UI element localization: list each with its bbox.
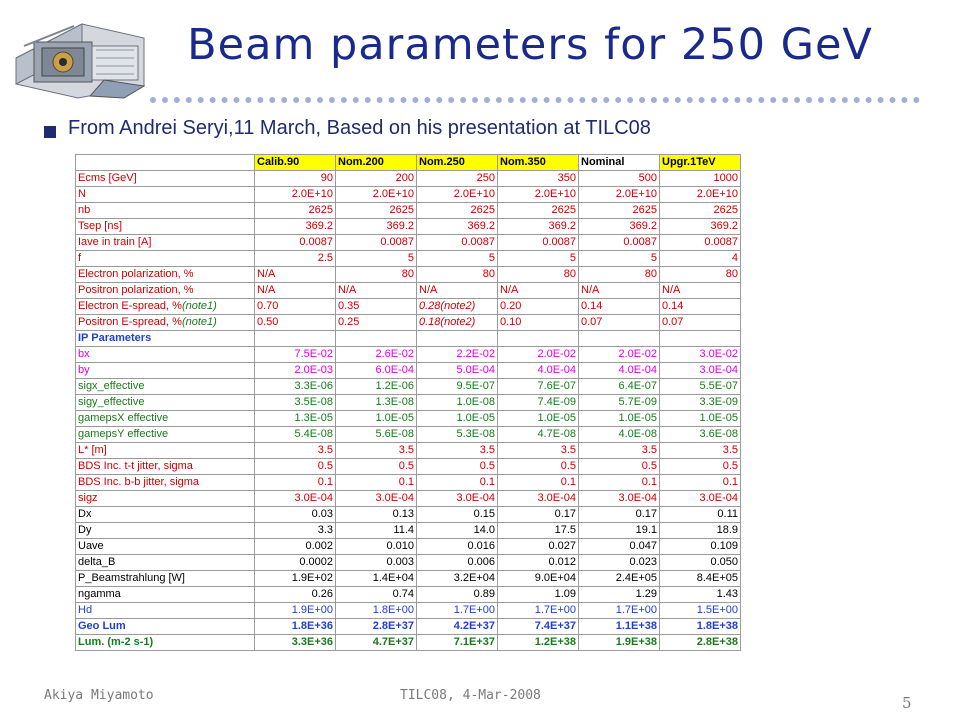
table-cell: 5.0E-04 <box>417 363 498 379</box>
row-label-text: Tsep [ns] <box>78 220 123 232</box>
table-cell: 1.1E+38 <box>579 619 660 635</box>
table-cell: 1.0E-05 <box>417 411 498 427</box>
table-cell: 3.3E-06 <box>255 379 336 395</box>
table-cell <box>417 331 498 347</box>
table-cell: 0.5 <box>336 459 417 475</box>
table-cell: 3.5 <box>579 443 660 459</box>
table-cell: 3.2E+04 <box>417 571 498 587</box>
table-cell: 0.1 <box>660 475 741 491</box>
table-cell: 0.11 <box>660 507 741 523</box>
table-cell: 3.3E-09 <box>660 395 741 411</box>
table-cell: 7.6E-07 <box>498 379 579 395</box>
table-cell: 2625 <box>498 203 579 219</box>
row-label-text: Positron polarization, % <box>78 284 194 296</box>
table-cell: 2.2E-02 <box>417 347 498 363</box>
table-cell: 0.0087 <box>660 235 741 251</box>
table-cell: 0.17 <box>579 507 660 523</box>
table-cell: 3.5 <box>417 443 498 459</box>
table-cell: 1.8E+38 <box>660 619 741 635</box>
table-cell: 9.5E-07 <box>417 379 498 395</box>
table-cell: 7.4E+37 <box>498 619 579 635</box>
table-cell: 1.8E+36 <box>255 619 336 635</box>
table-cell: 4.0E-08 <box>579 427 660 443</box>
table-cell: 0.74 <box>336 587 417 603</box>
table-row <box>76 411 741 427</box>
table-cell: 369.2 <box>579 219 660 235</box>
table-cell: 80 <box>336 267 417 283</box>
title-divider <box>150 97 920 103</box>
row-label <box>76 411 255 427</box>
row-note: (note1) <box>181 300 217 312</box>
table-cell: 0.0087 <box>336 235 417 251</box>
table-cell: 0.28(note2) <box>417 299 498 315</box>
table-cell: 250 <box>417 171 498 187</box>
table-cell: 1.0E-05 <box>336 411 417 427</box>
table-row <box>76 347 741 363</box>
table-cell: 2625 <box>336 203 417 219</box>
table-cell: 5.4E-08 <box>255 427 336 443</box>
row-label-text: Geo Lum <box>78 620 126 632</box>
table-cell: 0.15 <box>417 507 498 523</box>
row-label <box>76 171 255 187</box>
table-cell: 8.4E+05 <box>660 571 741 587</box>
table-cell: 0.027 <box>498 539 579 555</box>
table-cell: 0.1 <box>498 475 579 491</box>
table-cell: 0.0087 <box>255 235 336 251</box>
row-label <box>76 427 255 443</box>
table-cell: 3.3 <box>255 523 336 539</box>
footer-author: Akiya Miyamoto <box>44 688 154 703</box>
table-cell: 1.9E+02 <box>255 571 336 587</box>
table-cell <box>255 331 336 347</box>
table-cell: 5.7E-09 <box>579 395 660 411</box>
table-row <box>76 363 741 379</box>
table-cell: 1.3E-05 <box>255 411 336 427</box>
table-cell: 1.29 <box>579 587 660 603</box>
page-number: 5 <box>902 694 912 712</box>
row-label-text: Dx <box>78 508 92 520</box>
table-cell: 2.8E+37 <box>336 619 417 635</box>
table-cell <box>498 331 579 347</box>
table-cell: 2625 <box>660 203 741 219</box>
column-header: Nominal <box>579 155 660 171</box>
table-cell: 18.9 <box>660 523 741 539</box>
table-cell: 5 <box>498 251 579 267</box>
table-cell: 369.2 <box>498 219 579 235</box>
table-cell: 1.7E+00 <box>498 603 579 619</box>
table-row <box>76 427 741 443</box>
row-label <box>76 203 255 219</box>
table-cell: 2.0E+10 <box>579 187 660 203</box>
row-label-text: gamepsX effective <box>78 412 169 424</box>
row-label-text: sigx_effective <box>78 380 145 392</box>
table-cell: N/A <box>660 283 741 299</box>
table-cell: 3.0E-04 <box>660 363 741 379</box>
table-cell: 0.89 <box>417 587 498 603</box>
table-cell: 2.0E-02 <box>498 347 579 363</box>
row-label <box>76 315 255 331</box>
table-cell: 0.0002 <box>255 555 336 571</box>
table-row <box>76 507 741 523</box>
section-header-row <box>76 331 741 347</box>
row-label <box>76 491 255 507</box>
table-cell: 2.4E+05 <box>579 571 660 587</box>
table-row <box>76 443 741 459</box>
table-cell: N/A <box>579 283 660 299</box>
table-cell: 0.1 <box>579 475 660 491</box>
row-label-text: BDS Inc. b-b jitter, sigma <box>78 476 200 488</box>
row-label-text: gamepsY effective <box>78 428 169 440</box>
row-label <box>76 443 255 459</box>
table-cell: 3.0E-04 <box>255 491 336 507</box>
table-cell: 0.050 <box>660 555 741 571</box>
row-label <box>76 635 255 651</box>
table-cell: 0.1 <box>255 475 336 491</box>
column-header: Upgr.1TeV <box>660 155 741 171</box>
table-cell: 2625 <box>579 203 660 219</box>
table-cell: 2.5 <box>255 251 336 267</box>
table-cell: 369.2 <box>255 219 336 235</box>
table-cell: 5 <box>417 251 498 267</box>
table-cell: N/A <box>255 267 336 283</box>
row-label-text: Electron polarization, % <box>78 268 194 280</box>
table-cell: 0.0087 <box>579 235 660 251</box>
table-cell: 0.5 <box>417 459 498 475</box>
table-cell: N/A <box>417 283 498 299</box>
row-label <box>76 475 255 491</box>
table-row <box>76 267 741 283</box>
slide-title: Beam parameters for 250 GeV <box>187 20 873 70</box>
row-label-text: Ecms [GeV] <box>78 172 137 184</box>
row-label-text: Dy <box>78 524 92 536</box>
detector-logo <box>4 6 156 104</box>
table-cell: 0.20 <box>498 299 579 315</box>
table-cell: 2625 <box>255 203 336 219</box>
row-label-text: Positron E-spread, % <box>78 316 182 328</box>
row-label-text: nb <box>78 204 91 216</box>
table-cell: 1.9E+00 <box>255 603 336 619</box>
row-label-text: bx <box>78 348 90 360</box>
table-cell: 1.3E-08 <box>336 395 417 411</box>
table-cell: 0.5 <box>660 459 741 475</box>
table-cell: 0.35 <box>336 299 417 315</box>
table-cell: 1.7E+00 <box>579 603 660 619</box>
table-row <box>76 555 741 571</box>
table-cell: 0.023 <box>579 555 660 571</box>
table-cell: 1.9E+38 <box>579 635 660 651</box>
table-cell: 7.5E-02 <box>255 347 336 363</box>
table-cell: 17.5 <box>498 523 579 539</box>
table-cell: 2.0E-03 <box>255 363 336 379</box>
row-label <box>76 187 255 203</box>
row-label-text: delta_B <box>78 556 116 568</box>
table-cell: 19.1 <box>579 523 660 539</box>
row-label-text: by <box>78 364 90 376</box>
table-cell: 0.14 <box>579 299 660 315</box>
row-label <box>76 539 255 555</box>
table-cell: 369.2 <box>660 219 741 235</box>
table-cell: N/A <box>255 283 336 299</box>
table-row <box>76 523 741 539</box>
table-row <box>76 219 741 235</box>
row-label-text: BDS Inc. t-t jitter, sigma <box>78 460 193 472</box>
table-cell: 369.2 <box>336 219 417 235</box>
table-cell: 2.0E+10 <box>255 187 336 203</box>
table-cell: 5 <box>579 251 660 267</box>
table-cell: 3.5E-08 <box>255 395 336 411</box>
column-header: Nom.350 <box>498 155 579 171</box>
table-cell: 3.0E-04 <box>498 491 579 507</box>
table-cell: 0.5 <box>255 459 336 475</box>
beam-parameters-table <box>75 154 741 651</box>
table-row <box>76 491 741 507</box>
table-cell: 2.0E+10 <box>660 187 741 203</box>
table-cell: 0.003 <box>336 555 417 571</box>
table-cell: 1.09 <box>498 587 579 603</box>
row-label-text: Lum. (m-2 s-1) <box>78 636 154 648</box>
row-label <box>76 523 255 539</box>
table-cell: 5.6E-08 <box>336 427 417 443</box>
column-header: Nom.200 <box>336 155 417 171</box>
row-label-text: sigy_effective <box>78 396 145 408</box>
table-cell: 3.5 <box>660 443 741 459</box>
table-cell: 0.002 <box>255 539 336 555</box>
table-cell: 3.5 <box>255 443 336 459</box>
table-cell: 500 <box>579 171 660 187</box>
table-cell: 0.26 <box>255 587 336 603</box>
row-label <box>76 555 255 571</box>
row-label-text: IP Parameters <box>78 332 152 344</box>
table-row <box>76 539 741 555</box>
table-cell: 369.2 <box>417 219 498 235</box>
row-label-text: N <box>78 188 86 200</box>
table-cell: 4.7E+37 <box>336 635 417 651</box>
table-cell: 0.109 <box>660 539 741 555</box>
table-row <box>76 283 741 299</box>
table-cell: 4.0E-04 <box>498 363 579 379</box>
table-cell: 350 <box>498 171 579 187</box>
table-cell: 1.43 <box>660 587 741 603</box>
table-cell: 2.6E-02 <box>336 347 417 363</box>
table-cell: 7.1E+37 <box>417 635 498 651</box>
row-label-text: Electron E-spread, % <box>78 300 182 312</box>
row-note: (note1) <box>181 316 217 328</box>
table-row <box>76 459 741 475</box>
row-label <box>76 235 255 251</box>
table-cell: 3.0E-04 <box>336 491 417 507</box>
table-cell: 5 <box>336 251 417 267</box>
table-row <box>76 395 741 411</box>
row-label <box>76 251 255 267</box>
table-cell: 80 <box>579 267 660 283</box>
table-cell <box>336 331 417 347</box>
table-cell: 1.0E-05 <box>660 411 741 427</box>
table-cell: 14.0 <box>417 523 498 539</box>
row-label <box>76 283 255 299</box>
table-cell: 6.0E-04 <box>336 363 417 379</box>
table-row <box>76 187 741 203</box>
bullet-marker <box>44 126 56 138</box>
table-cell: 1.7E+00 <box>417 603 498 619</box>
table-cell: 0.1 <box>336 475 417 491</box>
column-header: Calib.90 <box>255 155 336 171</box>
table-cell: 2625 <box>417 203 498 219</box>
table-cell: 1.2E-06 <box>336 379 417 395</box>
table-cell: 3.5 <box>336 443 417 459</box>
table-row <box>76 203 741 219</box>
table-cell <box>660 331 741 347</box>
table-cell: 1.0E-05 <box>498 411 579 427</box>
row-label <box>76 219 255 235</box>
table-cell: 0.10 <box>498 315 579 331</box>
table-row <box>76 315 741 331</box>
table-cell: 2.0E+10 <box>336 187 417 203</box>
table-cell: 6.4E-07 <box>579 379 660 395</box>
table-cell: 1.2E+38 <box>498 635 579 651</box>
row-label-text: f <box>78 252 82 264</box>
table-row <box>76 571 741 587</box>
table-header-row <box>76 155 741 171</box>
header-corner-cell <box>76 155 255 171</box>
row-label <box>76 331 255 347</box>
row-label-text: P_Beamstrahlung [W] <box>78 572 185 584</box>
table-cell: N/A <box>498 283 579 299</box>
table-cell: 4 <box>660 251 741 267</box>
row-label <box>76 299 255 315</box>
table-cell: 0.5 <box>498 459 579 475</box>
table-cell: 2.0E+10 <box>417 187 498 203</box>
table-cell: 0.1 <box>417 475 498 491</box>
table-cell: 5.5E-07 <box>660 379 741 395</box>
table-cell: N/A <box>336 283 417 299</box>
table-cell: 1.5E+00 <box>660 603 741 619</box>
row-label <box>76 507 255 523</box>
table-row <box>76 603 741 619</box>
table-cell: 80 <box>660 267 741 283</box>
table-row <box>76 635 741 651</box>
table-cell: 4.2E+37 <box>417 619 498 635</box>
table-cell: 90 <box>255 171 336 187</box>
row-label-text: ngamma <box>78 588 121 600</box>
table-cell: 1.0E-08 <box>417 395 498 411</box>
table-cell: 1000 <box>660 171 741 187</box>
row-label-text: Uave <box>78 540 104 552</box>
table-cell: 1.8E+00 <box>336 603 417 619</box>
table-cell: 0.03 <box>255 507 336 523</box>
table-cell: 0.0087 <box>417 235 498 251</box>
row-label-text: Hd <box>78 604 93 616</box>
table-cell: 5.3E-08 <box>417 427 498 443</box>
table-cell: 80 <box>417 267 498 283</box>
table-cell: 0.17 <box>498 507 579 523</box>
row-label <box>76 571 255 587</box>
footer-event: TILC08, 4-Mar-2008 <box>400 688 541 703</box>
row-label <box>76 379 255 395</box>
table-cell: 0.13 <box>336 507 417 523</box>
table-cell: 4.0E-04 <box>579 363 660 379</box>
row-label <box>76 619 255 635</box>
table-cell: 0.0087 <box>498 235 579 251</box>
row-label <box>76 603 255 619</box>
table-cell: 2.0E-02 <box>579 347 660 363</box>
table-cell: 0.07 <box>579 315 660 331</box>
table-cell: 80 <box>498 267 579 283</box>
table-cell: 0.07 <box>660 315 741 331</box>
table-cell: 7.4E-09 <box>498 395 579 411</box>
table-cell: 2.8E+38 <box>660 635 741 651</box>
row-label-text: Iave in train [A] <box>78 236 152 248</box>
table-cell: 1.0E-05 <box>579 411 660 427</box>
bullet-text: From Andrei Seryi,11 March, Based on his presentation at TILC08 <box>68 117 651 139</box>
column-header: Nom.250 <box>417 155 498 171</box>
table-cell: 0.012 <box>498 555 579 571</box>
table-cell: 3.0E-02 <box>660 347 741 363</box>
table-cell: 0.50 <box>255 315 336 331</box>
table-cell: 3.3E+36 <box>255 635 336 651</box>
table-cell: 0.70 <box>255 299 336 315</box>
row-label <box>76 267 255 283</box>
row-label <box>76 347 255 363</box>
table-row <box>76 299 741 315</box>
row-label <box>76 363 255 379</box>
table-cell: 3.6E-08 <box>660 427 741 443</box>
row-label <box>76 587 255 603</box>
row-label-text: L* [m] <box>78 444 107 456</box>
table-cell: 3.5 <box>498 443 579 459</box>
table-cell: 3.0E-04 <box>660 491 741 507</box>
table-row <box>76 251 741 267</box>
table-cell: 9.0E+04 <box>498 571 579 587</box>
row-label-text: sigz <box>78 492 98 504</box>
table-row <box>76 379 741 395</box>
table-cell <box>579 331 660 347</box>
table-cell: 3.0E-04 <box>579 491 660 507</box>
table-row <box>76 587 741 603</box>
row-label <box>76 395 255 411</box>
table-cell: 0.006 <box>417 555 498 571</box>
table-cell: 0.25 <box>336 315 417 331</box>
table-cell: 0.047 <box>579 539 660 555</box>
table-row <box>76 619 741 635</box>
table-cell: 1.4E+04 <box>336 571 417 587</box>
table-cell: 11.4 <box>336 523 417 539</box>
row-label <box>76 459 255 475</box>
table-cell: 4.7E-08 <box>498 427 579 443</box>
table-cell: 0.14 <box>660 299 741 315</box>
table-row <box>76 475 741 491</box>
table-cell: 0.18(note2) <box>417 315 498 331</box>
table-cell: 2.0E+10 <box>498 187 579 203</box>
table-cell: 0.010 <box>336 539 417 555</box>
table-row <box>76 171 741 187</box>
table-cell: 200 <box>336 171 417 187</box>
table-cell: 0.016 <box>417 539 498 555</box>
table-cell: 3.0E-04 <box>417 491 498 507</box>
table-row <box>76 235 741 251</box>
table-cell: 0.5 <box>579 459 660 475</box>
